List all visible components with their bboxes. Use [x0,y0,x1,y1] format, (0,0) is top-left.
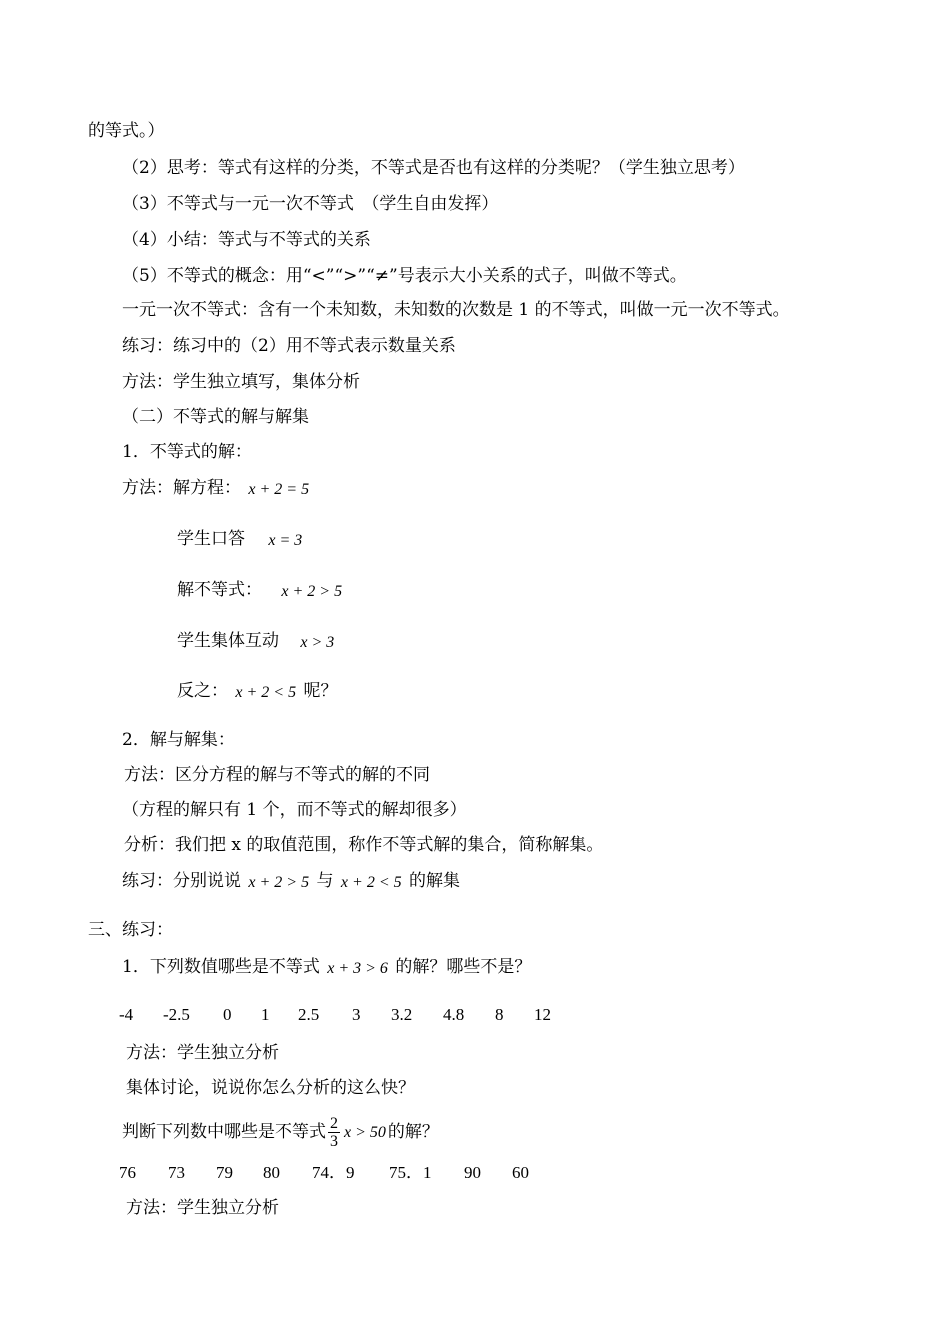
value-item: 3 [352,1005,361,1024]
line-tail: 呢？ [303,681,338,701]
value-item: 8 [495,1005,504,1024]
text-line [177,579,344,602]
line-label: 学生口答 [177,529,245,549]
line-label: 练习：分别说说 [122,871,241,891]
value-item: 60 [512,1163,529,1182]
line-label: 1．下列数值哪些是不等式 [122,957,320,977]
value-item: 76 [119,1163,136,1182]
inequality: x + 2 < 5 [235,684,297,701]
text-line: （4）小结：等式与不等式的关系 [122,230,371,250]
line-tail: 的解？哪些不是？ [395,957,532,977]
value-item: -4 [119,1005,134,1024]
value-item: 74．9 [312,1163,355,1182]
value-item: 75．1 [389,1163,432,1182]
text-line: 集体讨论，说说你怎么分析的这么快？ [126,1078,415,1098]
line-tail: 的解集 [409,871,461,891]
line-label: 解不等式： [177,580,262,600]
values-row [0,1004,950,1026]
inequality: x + 3 > 6 [327,960,388,977]
value-item: 4.8 [443,1005,465,1024]
text-line: 的等式。） [88,121,165,141]
text-line: （2）思考：等式有这样的分类，不等式是否也有这样的分类呢？（学生独立思考） [122,158,745,178]
text-line [177,680,338,703]
text-line: 2．解与解集： [122,730,235,750]
equation: x + 2 = 5 [248,481,310,498]
value-item: 12 [534,1005,551,1024]
section-heading: 三、练习： [88,920,173,940]
inequality: x > 50 [344,1124,386,1141]
text-line: 分析：我们把 x 的取值范围，称作不等式解的集合，简称解集。 [124,835,604,855]
line-label: 方法：解方程： [122,478,241,498]
text-line: 练习：练习中的（2）用不等式表示数量关系 [122,336,456,356]
value-item: 1 [261,1005,270,1024]
fraction-numerator: 2 [330,1115,338,1132]
text-line: 方法：学生独立分析 [126,1043,279,1063]
text-line: 一元一次不等式：含有一个未知数，未知数的次数是 1 的不等式，叫做一元一次不等式。 [122,300,790,320]
value-item: 73 [168,1163,185,1182]
inequality: x + 2 < 5 [340,874,402,891]
text-line: （方程的解只有 1 个，而不等式的解却很多） [122,800,467,820]
equation: x = 3 [268,532,303,549]
inequality: x > 3 [300,634,335,651]
text-line [122,870,460,893]
fraction [328,1115,340,1150]
text-line [122,956,531,979]
text-line: 方法：学生独立填写，集体分析 [122,372,360,392]
text-line [122,1115,439,1150]
value-item: 2.5 [298,1005,320,1024]
line-mid: 与 [316,871,334,891]
fraction-denominator: 3 [330,1133,338,1150]
text-line: 方法：学生独立分析 [126,1198,279,1218]
values-row [0,1162,950,1184]
text-line [177,630,336,653]
line-label: 反之： [177,681,228,701]
text-line: （5）不等式的概念：用“<”“>”“≠”号表示大小关系的式子，叫做不等式。 [122,266,687,286]
line-label: 判断下列数中哪些是不等式 [122,1122,326,1142]
line-tail: 的解？ [387,1122,439,1142]
value-item: 90 [464,1163,481,1182]
line-label: 学生集体互动 [177,631,279,651]
text-line: （3）不等式与一元一次不等式 （学生自由发挥） [122,194,499,214]
value-item: 80 [263,1163,280,1182]
inequality: x + 2 > 5 [248,874,310,891]
text-line: 方法：区分方程的解与不等式的解的不同 [124,765,430,785]
value-item: 0 [223,1005,232,1024]
inequality: x + 2 > 5 [281,583,343,600]
value-item: -2.5 [163,1005,190,1024]
section-heading: （二）不等式的解与解集 [122,407,309,427]
value-item: 3.2 [391,1005,413,1024]
text-line [177,528,304,551]
text-line [122,477,311,500]
value-item: 79 [216,1163,233,1182]
text-line: 1．不等式的解： [122,442,252,462]
